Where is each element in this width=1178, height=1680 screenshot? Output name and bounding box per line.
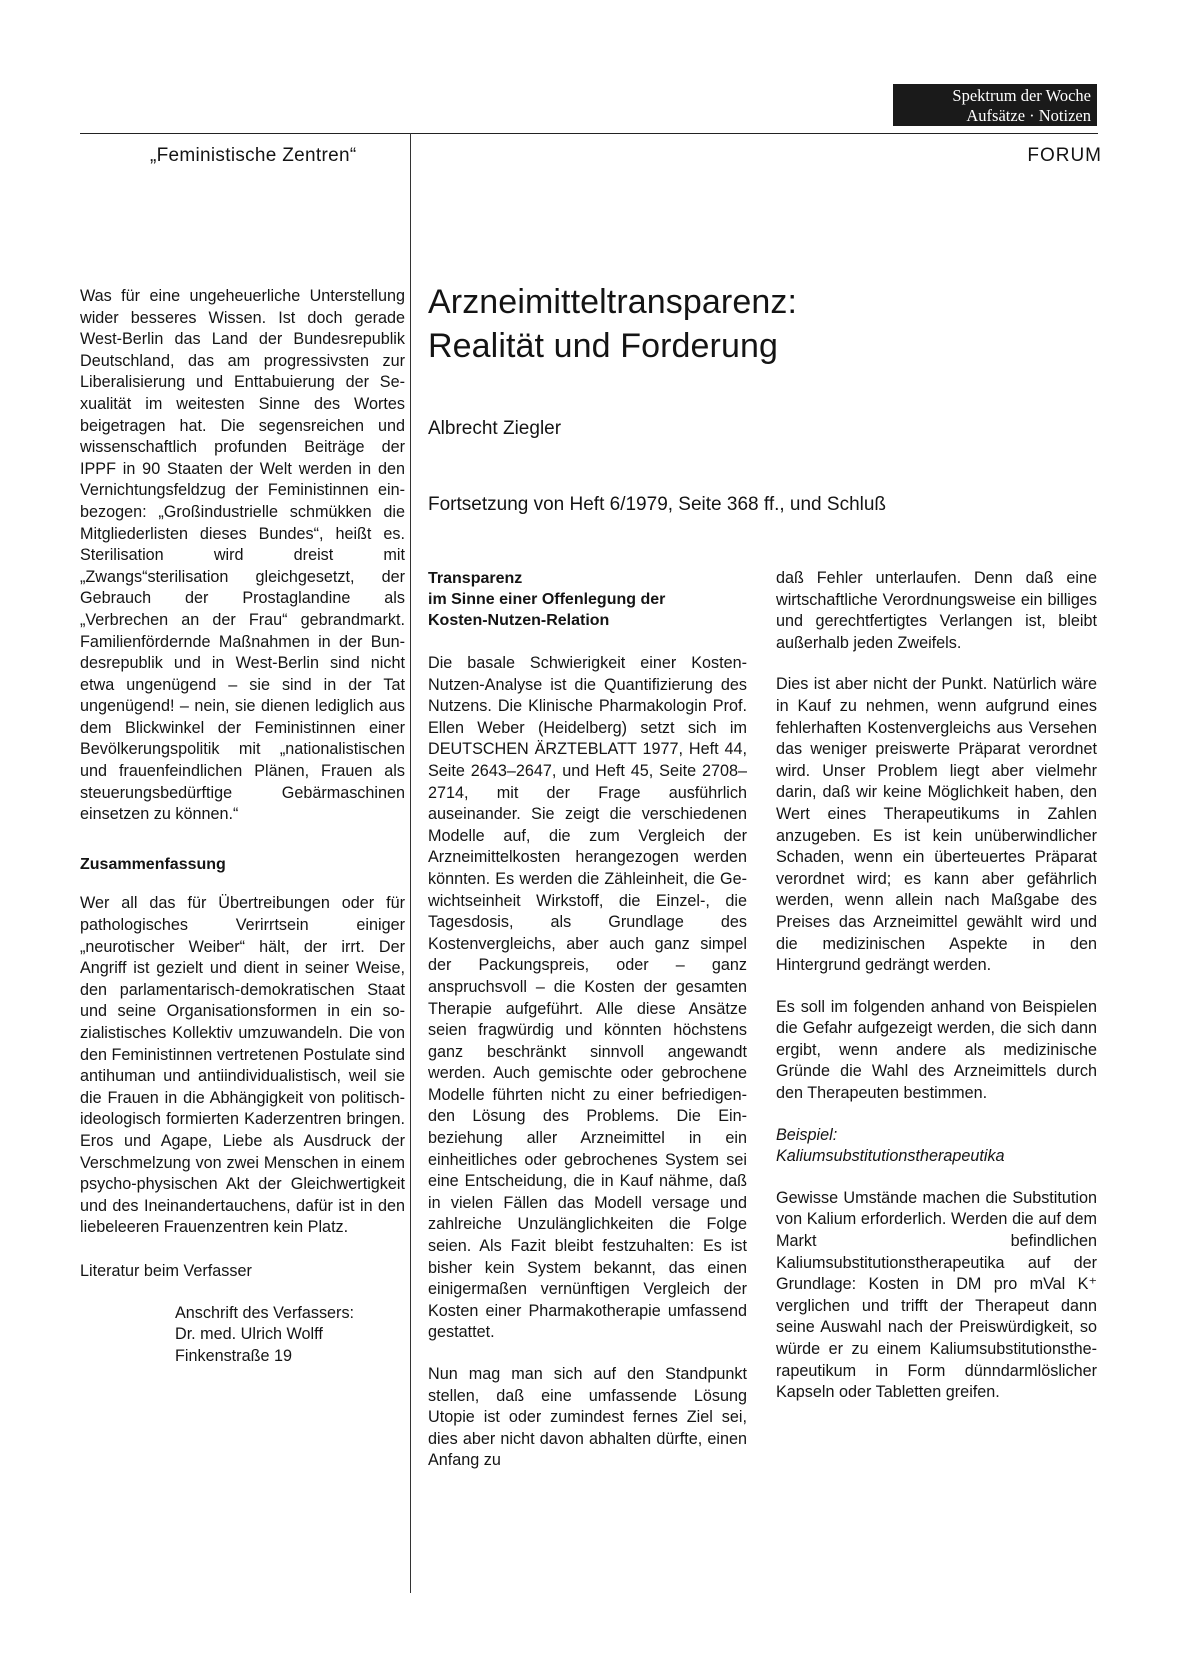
column-divider bbox=[410, 133, 411, 1593]
continuation-note: Fortsetzung von Heft 6/1979, Seite 368 ff., und Schluß bbox=[428, 494, 887, 515]
right-paragraph-2: Dies ist aber nicht der Punkt. Natürlich wäre in Kauf zu nehmen, wenn aufgrund eines fehlerhaften Kostenvergleichs aus Versehen das weniger preiswerte Präparat verordnet wird. Unser Problem liegt aber vielmehr darin, daß wir keine Möglichkeit haben, den Wert eines Therapeutikums in Zahlen anzugeben. Es ist kein unüberwindlicher Schaden, wenn ein überteuertes Präparat verordnet wird; es kann aber gefährlich werden, wenn allein nach Maßgabe des Preises das Arzneimittel gewählt wird und die medizinischen Aspekte in den Hintergrund gedrängt werden. bbox=[776, 675, 1097, 975]
article-author: Albrecht Ziegler bbox=[428, 418, 562, 439]
address-label: Anschrift des Verfassers: bbox=[175, 1303, 355, 1322]
right-paragraph-3: Es soll im folgenden anhand von Beispielen die Gefahr aufgezeigt werden, die sich dann ergibt, wenn andere als medizinische Gründe die Wahl des Arzneimittels durch den Therapeuten bestimmen. bbox=[776, 997, 1097, 1103]
right-paragraph-1: daß Fehler unterlaufen. Denn daß eine wirtschaftliche Verordnungsweise ein billiges und gerechtfertigtes Verlangen ist, bleibt außerhalb jeden Zweifels. bbox=[776, 569, 1097, 652]
right-paragraph-4: Gewisse Umstände machen die Substitution von Kalium erforderlich. Werden die auf dem Markt befindlichen Kaliumsubstitutionstherapeutika auf der Grundlage: Kosten in DM pro mVal K⁺ verglichen und trifft der Therapeut dann seine Auswahl nach der Preiswürdigkeit, so würde er zu einem Kaliumsubstitutionstherapeutikum in Form dünndarmlöslicher Kapseln oder Tabletten greifen. bbox=[776, 1188, 1097, 1402]
literature-note: Literatur beim Verfasser bbox=[80, 1261, 252, 1280]
left-column bbox=[80, 286, 405, 1367]
title-line1: Arzneimitteltransparenz: bbox=[428, 283, 797, 321]
right-column bbox=[776, 568, 1097, 1424]
section-badge bbox=[893, 84, 1097, 126]
header-rule bbox=[80, 133, 1098, 134]
subhead-line2: im Sinne einer Offenlegung der bbox=[428, 591, 666, 608]
article-title bbox=[428, 280, 1088, 368]
badge-line1: Spektrum der Woche bbox=[952, 86, 1091, 105]
middle-paragraph-2: Nun mag man sich auf den Standpunkt stellen, daß eine umfassende Lösung Utopie ist oder zumindest fernes Ziel sei, dies aber nicht davon abhalten dürfte, einen Anfang zu bbox=[428, 1365, 747, 1470]
badge-line2: Aufsätze · Notizen bbox=[966, 106, 1091, 125]
summary-paragraph: Wer all das für Übertreibungen oder für pathologisches Verirrtsein einiger „neurotischer Weiber“ hält, der irrt. Der Angriff ist gezielt und dient in seiner Weise, den parlamentarisch-demokratischen Staat und seine Organisationsformen in ein sozialistisches Kollektiv umzuwandeln. Die von den Feministinnen vertretenen Postulate sind antihuman und antiindividualistisch, weil sie die Frauen in die Abhängigkeit von politisch-ideologisch formierten Kaderzentren bringen. Eros und Agape, Liebe als Ausdruck der Verschmelzung von zwei Menschen in einem psycho-physischen Akt der Gleichwertigkeit und des Ineinandertauchens, dafür ist in den liebeleeren Frauenzentren kein Platz. bbox=[80, 894, 405, 1237]
running-header-right: FORUM bbox=[1027, 145, 1102, 166]
subhead-line1: Transparenz bbox=[428, 570, 523, 587]
address-name: Dr. med. Ulrich Wolff bbox=[175, 1325, 323, 1344]
middle-paragraph-1: Die basale Schwierigkeit einer Kosten-Nutzen-Analyse ist die Quantifizierung des Nutzens. Die Klinische Pharmakologin Prof. Ellen Weber (Heidelberg) setzt sich im DEUTSCHEN ÄRZTEBLATT 1977, Heft 44, Seite 2643–2647, und Heft 45, Seite 2708–2714, mit der Frage ausführlich auseinander. Sie zeigt die verschiedenen Modelle auf, die zum Vergleich der Arzneimittelkosten herangezogen werden könnten. Es werden die Zähleinheit, die Gewichtseinheit Wirkstoff, die Einzel-, die Tagesdosis, als Grundlage des Kostenvergleichs, aber auch ganz simpel der Packungspreis, oder – ganz anspruchsvoll – die Kosten der gesamten Therapie aufgeführt. Alle diese Ansätze seien fragwürdig und könnten höchstens ganz beschränkt sinnvoll angewandt werden. Auch gemischte oder gebrochene Modelle führten nicht zu einer befriedigenden Lösung des Problems. Die Einbeziehung aller Arzneimittel in ein einheitliches oder gebrochenes System sei eine Entscheidung, die in Kauf nähme, daß in vielen Fällen das Modell versage und zahlreiche Unzulänglichkeiten die Folge seien. Als Fazit bleibt festzuhalten: Es ist bisher kein System bekannt, das einen einigermaßen vernünftigen Vergleich der Kosten einer Pharmakotherapie umfassend gestattet. bbox=[428, 654, 747, 1342]
summary-heading: Zusammenfassung bbox=[80, 855, 226, 873]
running-header-left: „Feministische Zentren“ bbox=[150, 145, 357, 166]
example-line2: Kaliumsubstitutionstherapeutika bbox=[776, 1147, 1005, 1166]
example-heading bbox=[776, 1125, 1097, 1168]
title-line2: Realität und Forderung bbox=[428, 327, 778, 365]
section-subheading bbox=[428, 568, 747, 631]
subhead-line3: Kosten-Nutzen-Relation bbox=[428, 612, 610, 629]
author-address bbox=[175, 1303, 405, 1368]
example-line1: Beispiel: bbox=[776, 1125, 838, 1144]
left-paragraph: Was für eine ungeheuerliche Unterstellung wider besseres Wissen. Ist doch gerade West-Berlin das Land der Bundesrepublik Deutschland, das am progressivsten zur Liberalisierung und Enttabuierung der Sexualität im weitesten Sinne des Wortes beigetragen hat. Die segensreichen und wissenschaftlich profunden Beiträge der IPPF in 90 Staaten der Welt werden in den Vernichtungsfeldzug der Feministinnen einbezogen: „Großindustrielle schmükken die Mitgliederlisten dieses Bundes“, heißt es. Sterilisation wird dreist mit „Zwangs“sterilisation gleichgesetzt, der Gebrauch der Prostaglandine als „Verbrechen an der Frau“ gebrandmarkt. Familienfördernde Maßnahmen in der Bundesrepublik und in West-Berlin sind nicht etwa ungenügend – sie sind in der Tat ungenügend! – nein, sie dienen lediglich aus dem Blickwinkel der Feministinnen einer Bevölkerungspolitik mit „nationalistischen und frauenfeindlichen Plänen, Frauen als steuerungsbedürftige Gebärmaschinen einsetzen zu können.“ bbox=[80, 287, 405, 824]
address-street: Finkenstraße 19 bbox=[175, 1346, 292, 1365]
middle-column bbox=[428, 568, 747, 1492]
